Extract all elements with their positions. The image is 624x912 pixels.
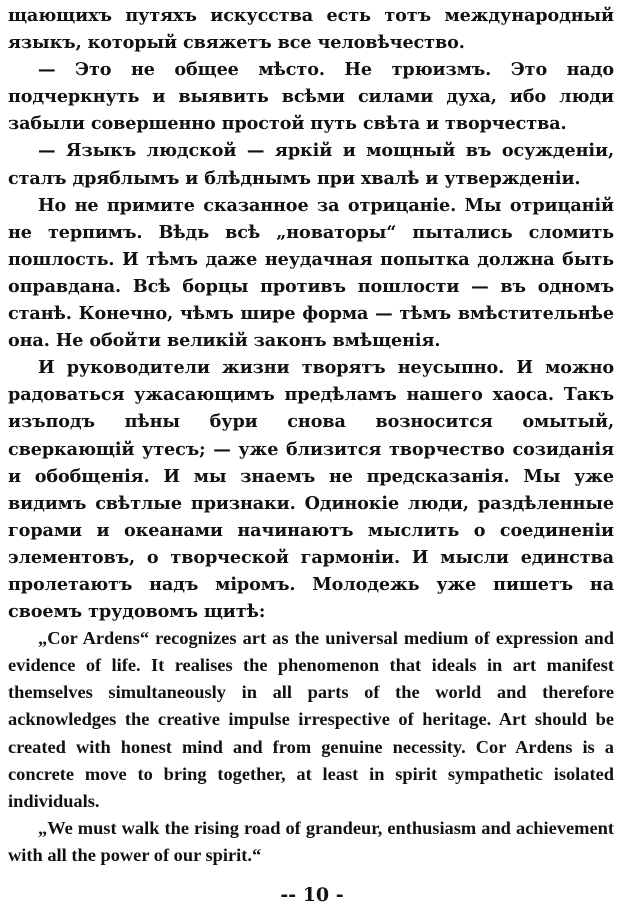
paragraph-continuation: щающихъ путяхъ искусства есть тотъ международный языкъ, который свяжетъ все человѣчество.: [8, 5, 614, 54]
page-body: [8, 2, 614, 869]
paragraph-cor-ardens-quote: „Cor Ardens“ recognizes art as the universal medium of expression and evidence of life. It realises the phenomenon that ideals in art manifest themselves simultaneously in all parts of the world and therefore acknowledges the creative impulse irrespective of heritage. Art should be created with honest mind and from genuine necessity. Cor Ardens is a concrete move to bring together, at least in spirit sympathetic isolated individuals.: [8, 628, 614, 811]
paragraph-rising-road-quote: „We must walk the rising road of grandeur, enthusiasm and achievement with all the power of our spirit.“: [8, 817, 614, 865]
paragraph-human-language: — Языкъ людской — яркій и мощный въ осужденіи, сталъ дряблымъ и блѣднымъ при хвалѣ и утвержденіи.: [8, 140, 614, 189]
paragraph-leaders-of-life: И руководители жизни творятъ неусыпно. И можно радоваться ужасающимъ предѣламъ нашего хаоса. Такъ изъподъ пѣны бури снова возносится омытый, сверкающій утесъ; — уже близится творчество созиданія и обобщенія. И мы знаемъ не предсказанія. Мы уже видимъ свѣтлые признаки. Одинокіе люди, раздѣленные горами и океанами начинаютъ мыслить о соединеніи элементовъ, о творческой гармоніи. И мысли единства пролетаютъ надъ міромъ. Молодежь уже пишетъ на своемъ трудовомъ щитѣ:: [8, 357, 614, 623]
paragraph-not-commonplace: — Это не общее мѣсто. Не трюизмъ. Это надо подчеркнуть и выявить всѣми силами духа, ибо люди забыли совершенно простой путь свѣта и творчества.: [8, 59, 614, 135]
page-number: -- 10 -: [280, 884, 344, 906]
paragraph-no-negation: Но не примите сказанное за отрицаніе. Мы отрицаній не терпимъ. Вѣдь всѣ „новаторы“ пытались сломить пошлость. И тѣмъ даже неудачная попытка должна быть оправдана. Всѣ борцы противъ пошлости — въ одномъ станѣ. Конечно, чѣмъ шире форма — тѣмъ вмѣстительнѣе она. Не обойти великій законъ вмѣщенія.: [8, 194, 614, 352]
